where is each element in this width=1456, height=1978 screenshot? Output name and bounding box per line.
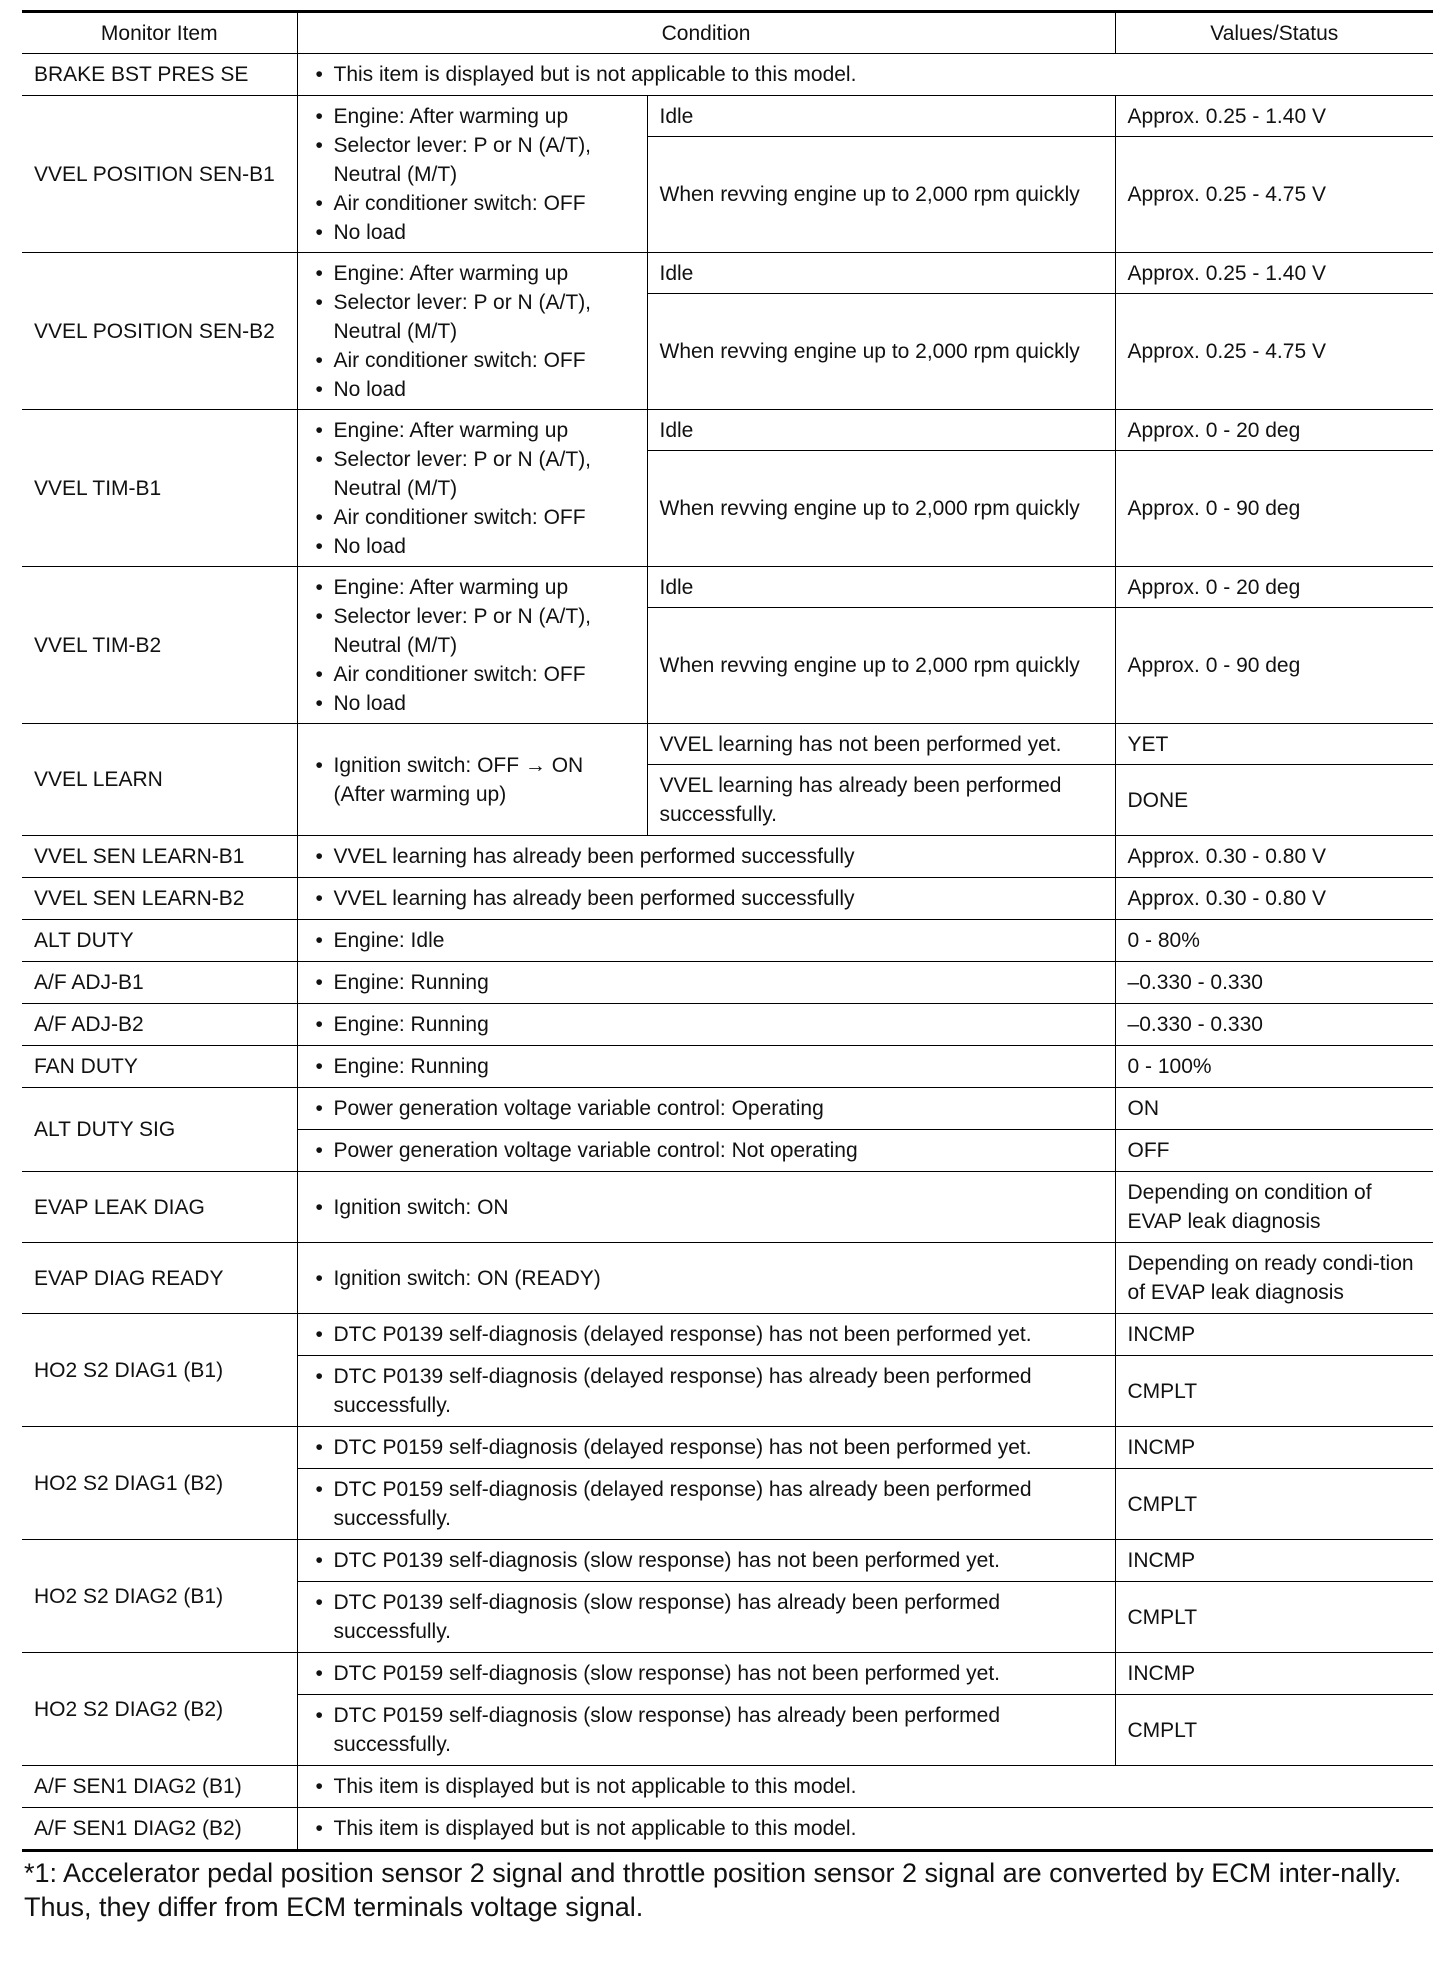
condition-bullet: • VVEL learning has already been performed successfully	[310, 884, 1103, 913]
value: CMPLT	[1115, 1695, 1433, 1766]
value: ON	[1115, 1088, 1433, 1130]
value: CMPLT	[1115, 1469, 1433, 1540]
value: OFF	[1115, 1130, 1433, 1172]
value: INCMP	[1115, 1653, 1433, 1695]
condition	[297, 1046, 1115, 1088]
condition-bullet: • DTC P0139 self-diagnosis (slow response) has already been performed successfully.	[310, 1588, 1103, 1646]
condition	[297, 878, 1115, 920]
value: Approx. 0.30 - 0.80 V	[1115, 836, 1433, 878]
row-vvel-sen-learn-b1	[22, 836, 1433, 878]
condition-bullet: • Selector lever: P or N (A/T), Neutral (M/T)	[310, 602, 635, 660]
monitor-item: BRAKE BST PRES SE	[22, 54, 297, 96]
value: INCMP	[1115, 1427, 1433, 1469]
header-monitor-item: Monitor Item	[22, 12, 297, 54]
condition-bullet: • Power generation voltage variable control: Not operating	[310, 1136, 1103, 1165]
monitor-item: VVEL POSITION SEN-B2	[22, 253, 297, 410]
condition-bullet: • DTC P0139 self-diagnosis (delayed response) has already been performed successfully.	[310, 1362, 1103, 1420]
condition-bullet: • Selector lever: P or N (A/T), Neutral (M/T)	[310, 288, 635, 346]
row-af-sen1-diag2-b2	[22, 1808, 1433, 1851]
condition	[297, 962, 1115, 1004]
row-vvel-position-sen-b1	[22, 96, 1433, 137]
value: 0 - 100%	[1115, 1046, 1433, 1088]
condition	[297, 1540, 1115, 1582]
sub-condition: VVEL learning has already been performed successfully.	[647, 765, 1115, 836]
value: Approx. 0 - 90 deg	[1115, 608, 1433, 724]
condition-bullet: • No load	[310, 532, 635, 561]
condition-bullet: • This item is displayed but is not applicable to this model.	[310, 1772, 1422, 1801]
row-vvel-learn	[22, 724, 1433, 765]
row-ho2-s2-diag2-b1	[22, 1540, 1433, 1582]
sub-condition: When revving engine up to 2,000 rpm quickly	[647, 608, 1115, 724]
condition-bullet: • No load	[310, 218, 635, 247]
condition	[297, 1582, 1115, 1653]
value: Approx. 0.25 - 1.40 V	[1115, 96, 1433, 137]
sub-condition: Idle	[647, 253, 1115, 294]
condition-bullet: • Engine: Running	[310, 1052, 1103, 1081]
condition-bullet: • Selector lever: P or N (A/T), Neutral (M/T)	[310, 445, 635, 503]
monitor-item: A/F ADJ-B2	[22, 1004, 297, 1046]
monitor-item: VVEL POSITION SEN-B1	[22, 96, 297, 253]
row-alt-duty-sig	[22, 1088, 1433, 1130]
condition-bullet: • DTC P0159 self-diagnosis (slow response) has not been performed yet.	[310, 1659, 1103, 1688]
sub-condition: When revving engine up to 2,000 rpm quickly	[647, 294, 1115, 410]
monitor-item: HO2 S2 DIAG2 (B1)	[22, 1540, 297, 1653]
condition	[297, 1243, 1115, 1314]
value: Approx. 0.30 - 0.80 V	[1115, 878, 1433, 920]
condition-bullet: • DTC P0139 self-diagnosis (slow response) has not been performed yet.	[310, 1546, 1103, 1575]
monitor-item: A/F ADJ-B1	[22, 962, 297, 1004]
common-condition	[297, 96, 647, 253]
condition	[297, 1088, 1115, 1130]
condition-bullet: • Air conditioner switch: OFF	[310, 346, 635, 375]
row-ho2-s2-diag1-b1	[22, 1314, 1433, 1356]
row-alt-duty	[22, 920, 1433, 962]
common-condition	[297, 724, 647, 836]
footnote: *1: Accelerator pedal position sensor 2 signal and throttle position sensor 2 signal are converted by ECM inter-nally. Thus, they differ from ECM terminals voltage signal.	[24, 1858, 1402, 1922]
monitor-item: EVAP LEAK DIAG	[22, 1172, 297, 1243]
condition-bullet: • Engine: After warming up	[310, 416, 635, 445]
row-vvel-position-sen-b2	[22, 253, 1433, 294]
value: Approx. 0.25 - 4.75 V	[1115, 137, 1433, 253]
monitor-table	[22, 10, 1433, 1852]
condition-bullet: • Selector lever: P or N (A/T), Neutral (M/T)	[310, 131, 635, 189]
row-fan-duty	[22, 1046, 1433, 1088]
condition	[297, 1653, 1115, 1695]
row-evap-diag-ready	[22, 1243, 1433, 1314]
condition-bullet: • Engine: After warming up	[310, 573, 635, 602]
value: INCMP	[1115, 1314, 1433, 1356]
condition	[297, 1808, 1433, 1851]
row-af-adj-b2	[22, 1004, 1433, 1046]
condition-bullet: • No load	[310, 375, 635, 404]
monitor-item: HO2 S2 DIAG1 (B1)	[22, 1314, 297, 1427]
sub-condition: Idle	[647, 567, 1115, 608]
monitor-item: VVEL SEN LEARN-B2	[22, 878, 297, 920]
value: –0.330 - 0.330	[1115, 1004, 1433, 1046]
value: CMPLT	[1115, 1582, 1433, 1653]
monitor-item: A/F SEN1 DIAG2 (B1)	[22, 1766, 297, 1808]
sub-condition: When revving engine up to 2,000 rpm quickly	[647, 451, 1115, 567]
value: Approx. 0.25 - 4.75 V	[1115, 294, 1433, 410]
value: INCMP	[1115, 1540, 1433, 1582]
value: Depending on ready condi-tion of EVAP leak diagnosis	[1115, 1243, 1433, 1314]
monitor-item: HO2 S2 DIAG2 (B2)	[22, 1653, 297, 1766]
value: Depending on condition of EVAP leak diagnosis	[1115, 1172, 1433, 1243]
condition	[297, 920, 1115, 962]
row-ho2-s2-diag2-b2	[22, 1653, 1433, 1695]
monitor-item: VVEL TIM-B1	[22, 410, 297, 567]
condition-bullet: • DTC P0159 self-diagnosis (delayed response) has not been performed yet.	[310, 1433, 1103, 1462]
condition	[297, 1427, 1115, 1469]
row-brake-bst-pres-se	[22, 54, 1433, 96]
value: Approx. 0 - 90 deg	[1115, 451, 1433, 567]
condition-bullet: • Engine: Idle	[310, 926, 1103, 955]
condition-bullet: • VVEL learning has already been performed successfully	[310, 842, 1103, 871]
condition-bullet: • Ignition switch: ON (READY)	[310, 1264, 1103, 1293]
condition-bullet: • Air conditioner switch: OFF	[310, 503, 635, 532]
monitor-item: VVEL TIM-B2	[22, 567, 297, 724]
row-vvel-tim-b1	[22, 410, 1433, 451]
value: 0 - 80%	[1115, 920, 1433, 962]
condition-bullet: • Ignition switch: OFF → ON (After warming up)	[310, 751, 635, 809]
monitor-item: ALT DUTY SIG	[22, 1088, 297, 1172]
condition	[297, 1766, 1433, 1808]
monitor-item: FAN DUTY	[22, 1046, 297, 1088]
condition-bullet: • This item is displayed but is not applicable to this model.	[310, 60, 1422, 89]
common-condition	[297, 410, 647, 567]
sub-condition: Idle	[647, 410, 1115, 451]
row-evap-leak-diag	[22, 1172, 1433, 1243]
row-af-adj-b1	[22, 962, 1433, 1004]
monitor-table-page	[22, 10, 1433, 1924]
condition	[297, 1469, 1115, 1540]
monitor-item: EVAP DIAG READY	[22, 1243, 297, 1314]
condition-bullet: • This item is displayed but is not applicable to this model.	[310, 1814, 1422, 1843]
header-row	[22, 12, 1433, 54]
condition	[297, 1172, 1115, 1243]
condition-bullet: • Engine: After warming up	[310, 102, 635, 131]
common-condition	[297, 567, 647, 724]
condition	[297, 54, 1433, 96]
condition-bullet: • Power generation voltage variable control: Operating	[310, 1094, 1103, 1123]
row-vvel-tim-b2	[22, 567, 1433, 608]
value: YET	[1115, 724, 1433, 765]
value: –0.330 - 0.330	[1115, 962, 1433, 1004]
condition	[297, 1004, 1115, 1046]
value: CMPLT	[1115, 1356, 1433, 1427]
sub-condition: VVEL learning has not been performed yet.	[647, 724, 1115, 765]
monitor-item: VVEL SEN LEARN-B1	[22, 836, 297, 878]
common-condition	[297, 253, 647, 410]
condition-bullet: • Engine: Running	[310, 1010, 1103, 1039]
header-values-status: Values/Status	[1115, 12, 1433, 54]
monitor-item: VVEL LEARN	[22, 724, 297, 836]
condition-bullet: • Engine: After warming up	[310, 259, 635, 288]
condition-bullet: • Engine: Running	[310, 968, 1103, 997]
condition	[297, 836, 1115, 878]
row-ho2-s2-diag1-b2	[22, 1427, 1433, 1469]
condition-bullet: • DTC P0159 self-diagnosis (delayed response) has already been performed successfully.	[310, 1475, 1103, 1533]
condition-bullet: • Air conditioner switch: OFF	[310, 189, 635, 218]
condition-bullet: • DTC P0139 self-diagnosis (delayed response) has not been performed yet.	[310, 1320, 1103, 1349]
monitor-item: A/F SEN1 DIAG2 (B2)	[22, 1808, 297, 1851]
value: Approx. 0.25 - 1.40 V	[1115, 253, 1433, 294]
value: Approx. 0 - 20 deg	[1115, 567, 1433, 608]
sub-condition: When revving engine up to 2,000 rpm quickly	[647, 137, 1115, 253]
condition	[297, 1130, 1115, 1172]
condition-bullet: • DTC P0159 self-diagnosis (slow response) has already been performed successfully.	[310, 1701, 1103, 1759]
row-af-sen1-diag2-b1	[22, 1766, 1433, 1808]
condition-bullet: • Air conditioner switch: OFF	[310, 660, 635, 689]
condition	[297, 1695, 1115, 1766]
header-condition: Condition	[297, 12, 1115, 54]
sub-condition: Idle	[647, 96, 1115, 137]
monitor-item: ALT DUTY	[22, 920, 297, 962]
condition-bullet: • Ignition switch: ON	[310, 1193, 1103, 1222]
value: DONE	[1115, 765, 1433, 836]
value: Approx. 0 - 20 deg	[1115, 410, 1433, 451]
condition-bullet: • No load	[310, 689, 635, 718]
condition	[297, 1314, 1115, 1356]
monitor-item: HO2 S2 DIAG1 (B2)	[22, 1427, 297, 1540]
condition	[297, 1356, 1115, 1427]
row-vvel-sen-learn-b2	[22, 878, 1433, 920]
